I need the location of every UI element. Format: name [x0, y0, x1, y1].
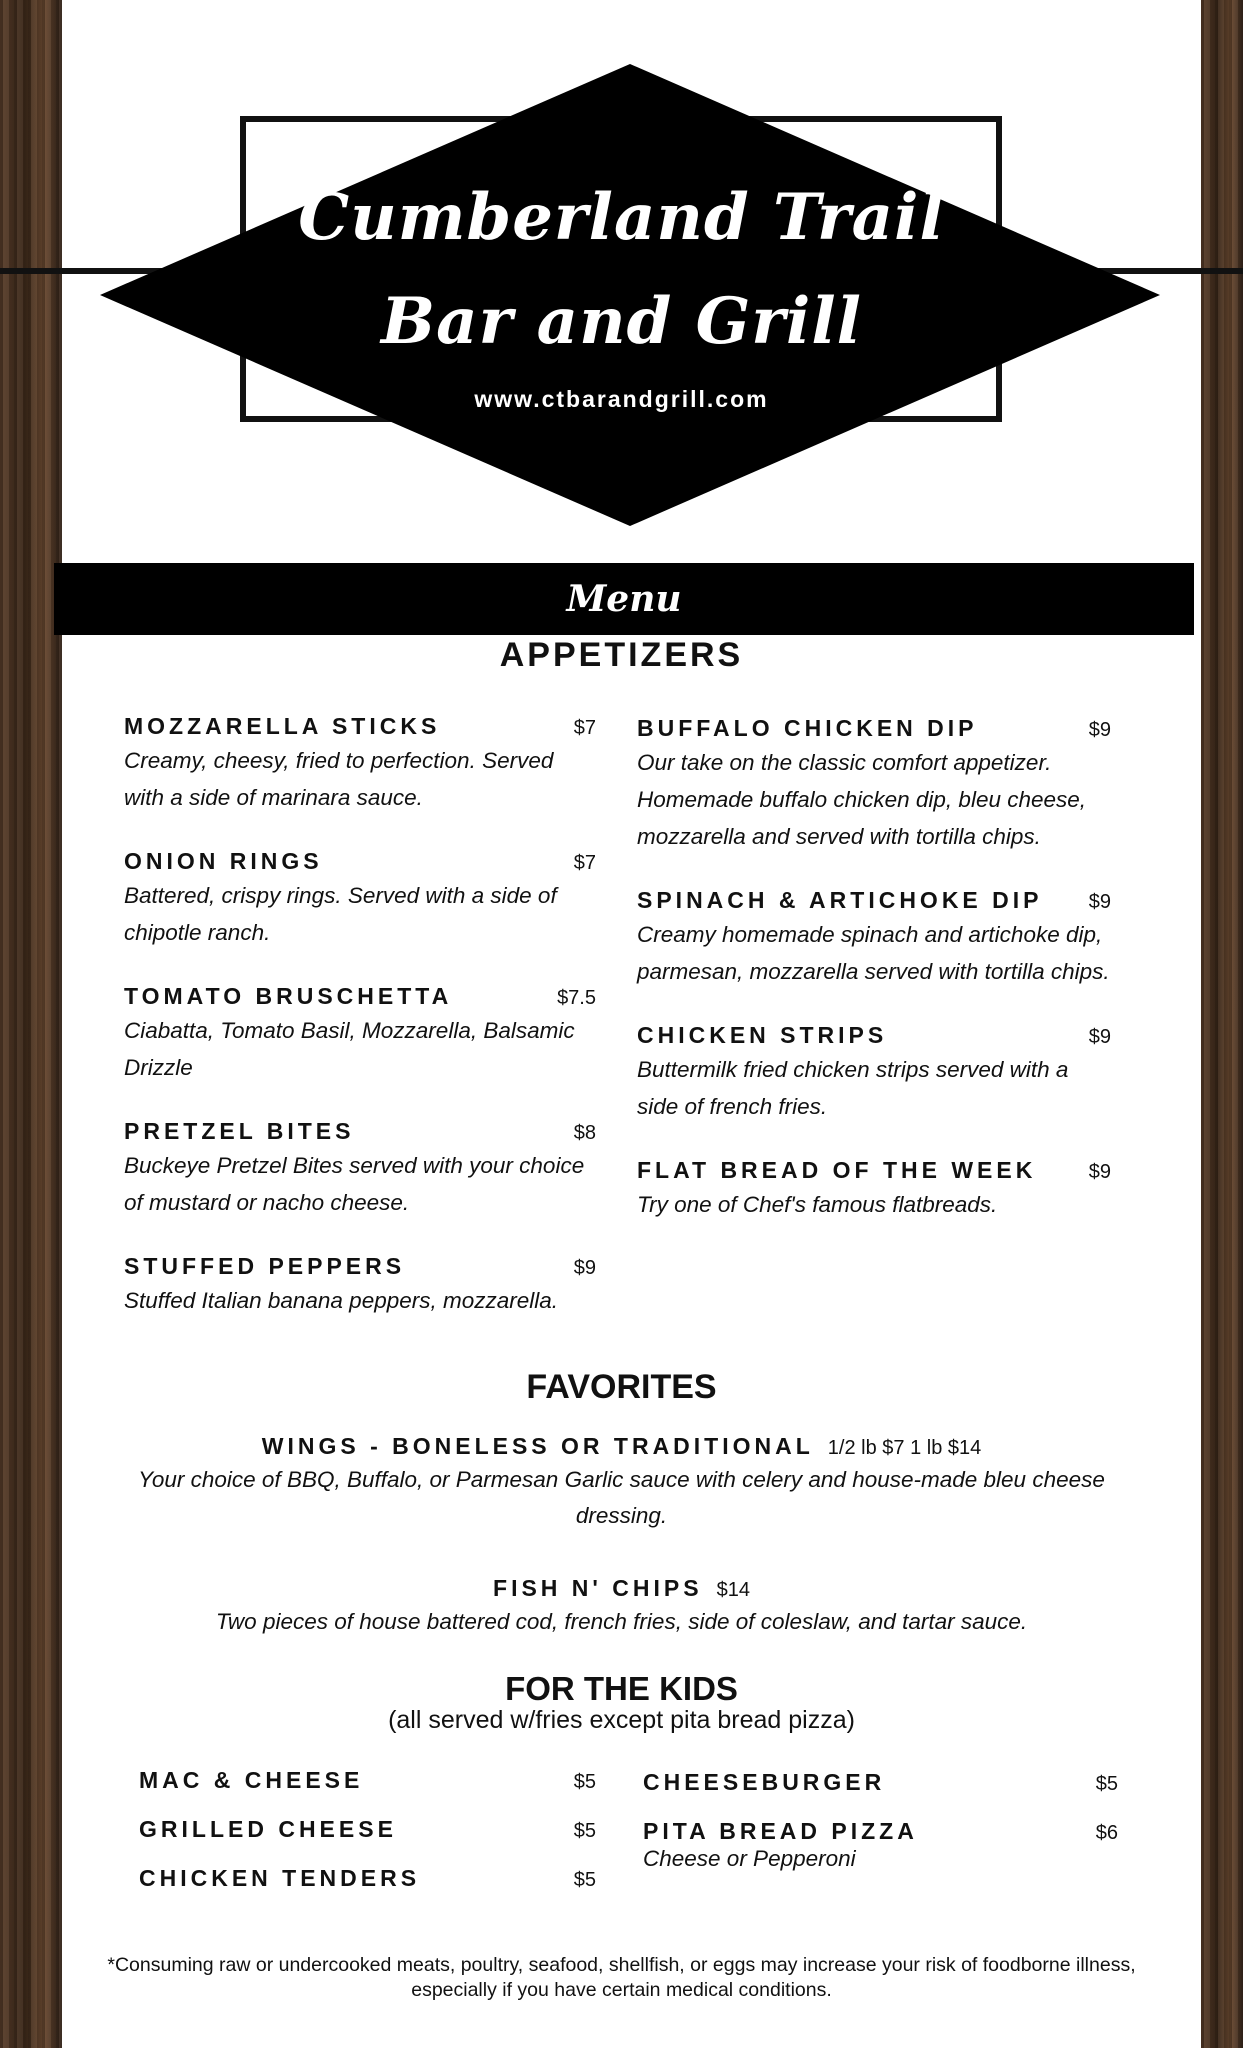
- item-price: $5: [573, 1771, 596, 1793]
- item-description: Creamy, cheesy, fried to perfection. Served with a side of marinara sauce.: [124, 748, 554, 810]
- item-description: Buttermilk fried chicken strips served with a side of french fries.: [637, 1057, 1069, 1119]
- item-name: CHEESEBURGER: [643, 1769, 886, 1795]
- item-description: Our take on the classic comfort appetizer. Homemade buffalo chicken dip, bleu cheese, mozzarella and served with tortilla chips.: [637, 750, 1087, 849]
- item-price: $7: [573, 852, 596, 874]
- item-price: $14: [716, 1579, 750, 1601]
- item-name: BUFFALO CHICKEN DIP: [637, 715, 978, 741]
- item-description: Try one of Chef's famous flatbreads.: [637, 1192, 998, 1217]
- menu-item: [124, 1117, 596, 1221]
- item-price: $9: [1088, 1026, 1111, 1048]
- menu-item: [124, 982, 596, 1086]
- section-heading-favorites: FAVORITES: [526, 1368, 717, 1406]
- item-description: Two pieces of house battered cod, french fries, side of coleslaw, and tartar sauce.: [215, 1609, 1028, 1634]
- item-name: GRILLED CHEESE: [139, 1816, 397, 1842]
- item-price: $7: [573, 717, 596, 739]
- website-url: www.ctbarandgrill.com: [474, 386, 769, 412]
- item-name: FLAT BREAD OF THE WEEK: [637, 1157, 1037, 1183]
- menu-item: [637, 1156, 1111, 1223]
- item-name: CHICKEN STRIPS: [637, 1022, 888, 1048]
- item-name: CHICKEN TENDERS: [139, 1865, 421, 1891]
- item-name: MOZZARELLA STICKS: [124, 713, 441, 739]
- item-name: ONION RINGS: [124, 848, 323, 874]
- appetizers-left-column: [124, 712, 596, 1350]
- item-name: PRETZEL BITES: [124, 1118, 355, 1144]
- section-heading-appetizers: APPETIZERS: [499, 636, 744, 674]
- menu-item: [643, 1768, 1118, 1817]
- item-description: Creamy homemade spinach and artichoke dip, parmesan, mozzarella served with tortilla chips.: [637, 922, 1110, 984]
- item-name: PITA BREAD PIZZA: [643, 1818, 918, 1844]
- kids-left-column: [139, 1766, 596, 1913]
- kids-right-column: [643, 1768, 1118, 1874]
- menu-item: [139, 1815, 596, 1864]
- menu-item: [124, 1252, 596, 1319]
- item-price: $5: [573, 1869, 596, 1891]
- item-name: MAC & CHEESE: [139, 1767, 364, 1793]
- item-price: $5: [573, 1820, 596, 1842]
- item-price: $9: [573, 1257, 596, 1279]
- item-description: Ciabatta, Tomato Basil, Mozzarella, Balsamic Drizzle: [124, 1018, 575, 1080]
- item-price: $9: [1088, 1161, 1111, 1183]
- item-name: FISH N' CHIPS: [493, 1575, 703, 1601]
- restaurant-name-line1: Cumberland Trail: [298, 180, 945, 255]
- section-heading-kids: FOR THE KIDS: [505, 1670, 738, 1707]
- item-price: 1/2 lb $7 1 lb $14: [827, 1437, 982, 1459]
- menu-item: [124, 847, 596, 951]
- item-description: Battered, crispy rings. Served with a side of chipotle ranch.: [124, 883, 557, 945]
- favorite-item-wings: [100, 1430, 1143, 1534]
- item-price: $9: [1088, 719, 1111, 741]
- item-price: $6: [1095, 1822, 1118, 1844]
- item-price: $5: [1095, 1773, 1118, 1795]
- kids-note: (all served w/fries except pita bread pizza): [388, 1706, 855, 1734]
- item-description: Cheese or Pepperoni: [643, 1846, 856, 1871]
- item-description: Your choice of BBQ, Buffalo, or Parmesan Garlic sauce with celery and house-made bleu cheese dressing.: [138, 1467, 1105, 1528]
- food-safety-disclaimer: *Consuming raw or undercooked meats, poultry, seafood, shellfish, or eggs may increase your risk of foodborne illness, especially if you have certain medical conditions.: [107, 1954, 1136, 2001]
- restaurant-name-line2: Bar and Grill: [381, 284, 862, 359]
- menu-item: [637, 714, 1111, 855]
- item-description: Stuffed Italian banana peppers, mozzarella.: [124, 1288, 559, 1313]
- item-description: Buckeye Pretzel Bites served with your choice of mustard or nacho cheese.: [124, 1153, 585, 1215]
- appetizers-right-column: [637, 714, 1111, 1254]
- menu-item: [637, 1021, 1111, 1125]
- menu-item: [637, 886, 1111, 990]
- menu-item: [124, 712, 596, 816]
- favorite-item-fish: [100, 1572, 1143, 1640]
- item-price: $8: [573, 1122, 596, 1144]
- item-price: $7.5: [557, 987, 596, 1009]
- item-name: STUFFED PEPPERS: [124, 1253, 406, 1279]
- menu-item: [139, 1864, 596, 1913]
- item-name: TOMATO BRUSCHETTA: [124, 983, 453, 1009]
- menu-item: [139, 1766, 596, 1815]
- item-name: SPINACH & ARTICHOKE DIP: [637, 887, 1043, 913]
- menu-banner: Menu: [54, 563, 1194, 635]
- item-name: WINGS - BONELESS OR TRADITIONAL: [261, 1433, 814, 1459]
- item-price: $9: [1088, 891, 1111, 913]
